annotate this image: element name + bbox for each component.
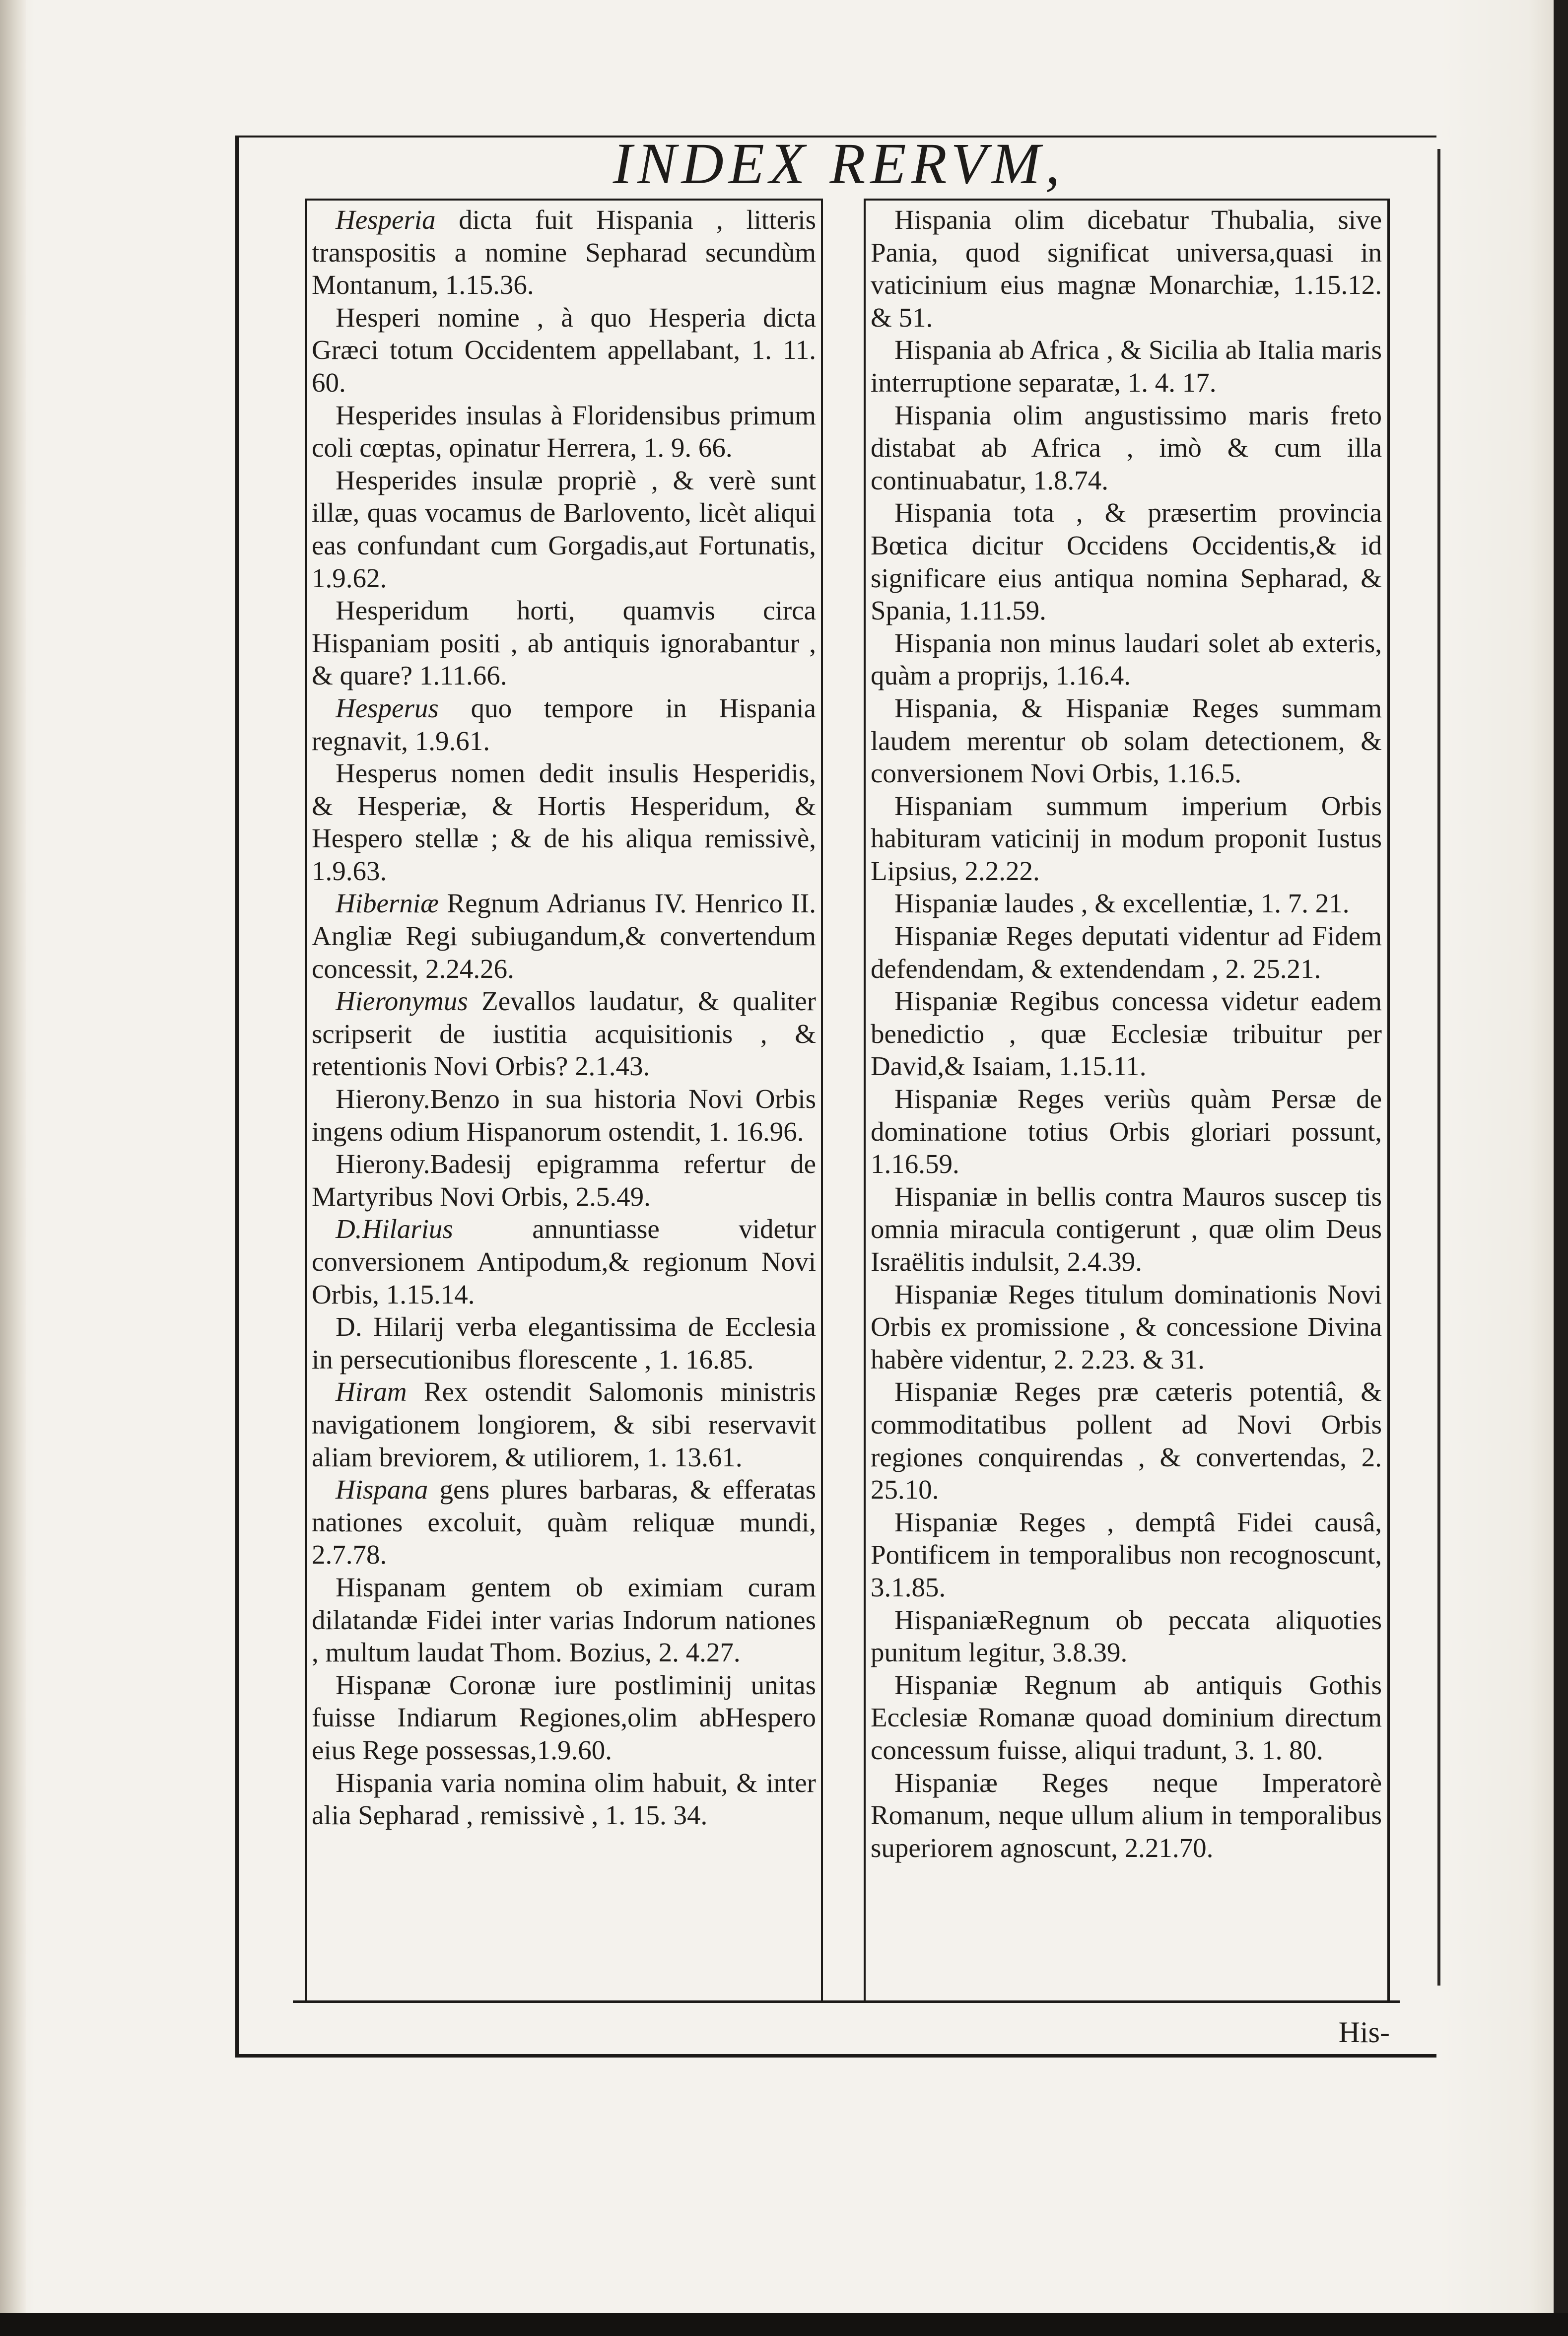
index-entry xyxy=(312,1473,816,1571)
left-column-top-rule xyxy=(305,199,823,201)
background-bottom xyxy=(0,2313,1568,2336)
page-title: INDEX RERVM, xyxy=(613,131,1065,196)
index-entry xyxy=(871,1375,1382,1506)
index-entry-text: gens plures barbaras, & efferatas nationes excoluit, quàm reliquæ mundi, 2.7.78. xyxy=(312,1474,816,1570)
index-entry-text: Hispaniæ laudes , & excellentiæ, 1. 7. 21. xyxy=(894,888,1350,919)
index-entry xyxy=(312,399,816,464)
index-entry-text: Rex ostendit Salomonis ministris navigationem longiorem, & sibi reservavit aliam breviorem, & utiliorem, 1. 13.61. xyxy=(312,1376,816,1472)
index-entry-text: Hesperidum horti, quamvis circa Hispaniam positi , ab antiquis ignorabantur , & quare? 1.11.66. xyxy=(312,595,816,691)
index-entry-text: Regnum Adrianus IV. Henrico II. Angliæ Regi subiugandum,& convertendum concessit, 2.24.26. xyxy=(312,888,816,984)
index-entry-text: Hispaniæ Reges , demptâ Fidei causâ, Pontificem in temporalibus non recognoscunt, 3.1.85. xyxy=(871,1507,1382,1602)
index-entry-headword: Hesperus xyxy=(336,692,439,723)
index-entry-text: dicta fuit Hispania , litteris transpositis a nomine Sepharad secundùm Montanum, 1.15.36. xyxy=(312,205,816,300)
index-entry-text: Hispania olim dicebatur Thubalia, sive Pania, quod significat universa,quasi in vaticinium eius magnæ Monarchiæ, 1.15.12. & 51. xyxy=(871,205,1382,333)
index-entry-headword: Hiram xyxy=(336,1376,407,1407)
index-entry-text: Hesperides insulæ propriè , & verè sunt illæ, quas vocamus de Barlovento, licèt aliqui eas confundant cum Gorgadis,aut Fortunatis, 1.9.62. xyxy=(312,465,816,593)
index-entry-text: Hispania tota , & præsertim provincia Bœtica dicitur Occidens Occidentis,& id significare eius antiqua nomina Sepharad, & Spania, 1.11.59. xyxy=(871,497,1382,626)
index-entry xyxy=(871,1180,1382,1278)
index-entry-text: Hispania, & Hispaniæ Reges summam laudem merentur ob solam detectionem, & conversionem Novi Orbis, 1.16.5. xyxy=(871,692,1382,789)
index-entry xyxy=(312,1213,816,1310)
index-entry xyxy=(871,1506,1382,1604)
catchword: His- xyxy=(1338,2016,1390,2049)
index-entry xyxy=(871,1767,1382,1864)
left-index-column xyxy=(312,204,816,1832)
index-entry-text: Hispania non minus laudari solet ab exteris, quàm a proprijs, 1.16.4. xyxy=(871,627,1382,691)
index-entry-text: Hispania varia nomina olim habuit, & inter alia Sepharad , remissivè , 1. 15. 34. xyxy=(312,1767,816,1831)
index-entry xyxy=(312,1669,816,1767)
index-entry xyxy=(871,920,1382,985)
index-entry xyxy=(871,985,1382,1083)
index-entry-text: Hispaniæ in bellis contra Mauros suscep tis omnia miracula contigerunt , quæ olim Deus Israëlitis indulsit, 2.4.39. xyxy=(871,1181,1382,1277)
index-entry xyxy=(312,1571,816,1669)
index-entry-text: Hierony.Badesij epigramma refertur de Martyribus Novi Orbis, 2.5.49. xyxy=(312,1149,816,1212)
index-entry xyxy=(871,1669,1382,1767)
index-entry-text: Hesperi nomine , à quo Hesperia dicta Græci totum Occidentem appellabant, 1. 11. 60. xyxy=(312,302,816,398)
index-entry-headword: Hesperia xyxy=(336,205,436,235)
index-entry-text: Hispaniæ Regibus concessa videtur eadem benedictio , quæ Ecclesiæ tribuitur per David,& Isaiam, 1.15.11. xyxy=(871,986,1382,1082)
index-entry-headword: Hiberniæ xyxy=(336,888,439,919)
index-entry-text: Hispania ab Africa , & Sicilia ab Italia maris interruptione separatæ, 1. 4. 17. xyxy=(871,335,1382,398)
index-entry-text: Hispaniæ Regnum ab antiquis Gothis Ecclesiæ Romanæ quoad dominium directum concessum fuisse, aliqui tradunt, 3. 1. 80. xyxy=(871,1669,1382,1765)
index-entry-text: Hispaniæ Reges deputati videntur ad Fidem defendendam, & extendendam , 2. 25.21. xyxy=(871,921,1382,984)
index-entry-text: Hispania olim angustissimo maris freto distabat ab Africa , imò & cum illa continuabatur, 1.8.74. xyxy=(871,400,1382,495)
index-entry-text: Hierony.Benzo in sua historia Novi Orbis ingens odium Hispanorum ostendit, 1. 16.96. xyxy=(312,1084,816,1147)
index-entry xyxy=(312,464,816,594)
right-index-column xyxy=(871,204,1382,1864)
index-entry xyxy=(312,204,816,301)
index-entry xyxy=(871,1278,1382,1376)
index-entry-text: Hesperides insulas à Floridensibus primum coli cœptas, opinatur Herrera, 1. 9. 66. xyxy=(312,400,816,463)
index-entry-text: annuntiasse videtur conversionem Antipodum,& regionum Novi Orbis, 1.15.14. xyxy=(312,1214,816,1309)
index-entry-text: Zevallos laudatur, & qualiter scripserit de iustitia acquisitionis , & retentionis Novi Orbis? 2.1.43. xyxy=(312,986,816,1082)
index-entry xyxy=(312,692,816,757)
index-entry xyxy=(312,594,816,692)
index-entry xyxy=(871,887,1382,920)
index-entry xyxy=(871,399,1382,497)
index-entry xyxy=(312,301,816,399)
index-entry xyxy=(871,496,1382,626)
index-entry xyxy=(871,790,1382,888)
index-entry-text: quo tempore in Hispania regnavit, 1.9.61. xyxy=(312,692,816,756)
bottom-rule xyxy=(293,2000,1400,2003)
index-entry xyxy=(312,1148,816,1213)
index-entry xyxy=(312,1375,816,1473)
index-entry xyxy=(312,757,816,887)
index-entry-text: Hispaniæ Reges veriùs quàm Persæ de dominatione totius Orbis gloriari possunt, 1.16.59. xyxy=(871,1084,1382,1179)
index-entry xyxy=(871,204,1382,334)
index-entry-text: HispaniæRegnum ob peccata aliquoties punitum legitur, 3.8.39. xyxy=(871,1604,1382,1668)
index-entry-text: Hispanæ Coronæ iure postliminij unitas fuisse Indiarum Regiones,olim abHespero eius Rege possessas,1.9.60. xyxy=(312,1669,816,1765)
index-entry-text: Hispaniæ Reges titulum dominationis Novi Orbis ex promissione , & concessione Divina habère videntur, 2. 2.23. & 31. xyxy=(871,1279,1382,1374)
index-entry-text: Hispaniæ Reges neque Imperatorè Romanum, neque ullum alium in temporalibus superiorem agnoscunt, 2.21.70. xyxy=(871,1767,1382,1863)
index-entry-text: Hispanam gentem ob eximiam curam dilatandæ Fidei inter varias Indorum nationes , multum laudat Thom. Bozius, 2. 4.27. xyxy=(312,1572,816,1668)
index-entry-text: Hesperus nomen dedit insulis Hesperidis, & Hesperiæ, & Hortis Hesperidum, & Hespero stellæ ; & de his aliqua remissivè, 1.9.63. xyxy=(312,758,816,886)
frame-right-rule xyxy=(1437,149,1440,1986)
index-entry-headword: Hispana xyxy=(336,1474,428,1505)
index-entry xyxy=(871,334,1382,399)
index-entry xyxy=(312,985,816,1083)
index-entry xyxy=(312,887,816,985)
index-entry xyxy=(312,1310,816,1375)
index-entry-text: Hispaniæ Reges præ cæteris potentiâ, & commoditatibus pollent ad Novi Orbis regiones conquirendas , & convertendas, 2. 25.10. xyxy=(871,1376,1382,1505)
index-entry xyxy=(312,1767,816,1832)
index-entry xyxy=(871,1604,1382,1669)
index-entry-headword: D.Hilarius xyxy=(336,1214,453,1244)
index-entry-headword: Hieronymus xyxy=(336,986,468,1017)
index-entry xyxy=(312,1083,816,1148)
index-entry xyxy=(871,692,1382,790)
index-entry-text: Hispaniam summum imperium Orbis habituram vaticinij in modum proponit Iustus Lipsius, 2.2.22. xyxy=(871,790,1382,886)
index-entry-text: D. Hilarij verba elegantissima de Ecclesia in persecutionibus florescente , 1. 16.85. xyxy=(312,1311,816,1374)
index-entry xyxy=(871,627,1382,692)
right-column-top-rule xyxy=(864,199,1390,201)
background-right xyxy=(1554,0,1568,2336)
page-gutter xyxy=(0,0,26,2313)
index-entry xyxy=(871,1083,1382,1180)
